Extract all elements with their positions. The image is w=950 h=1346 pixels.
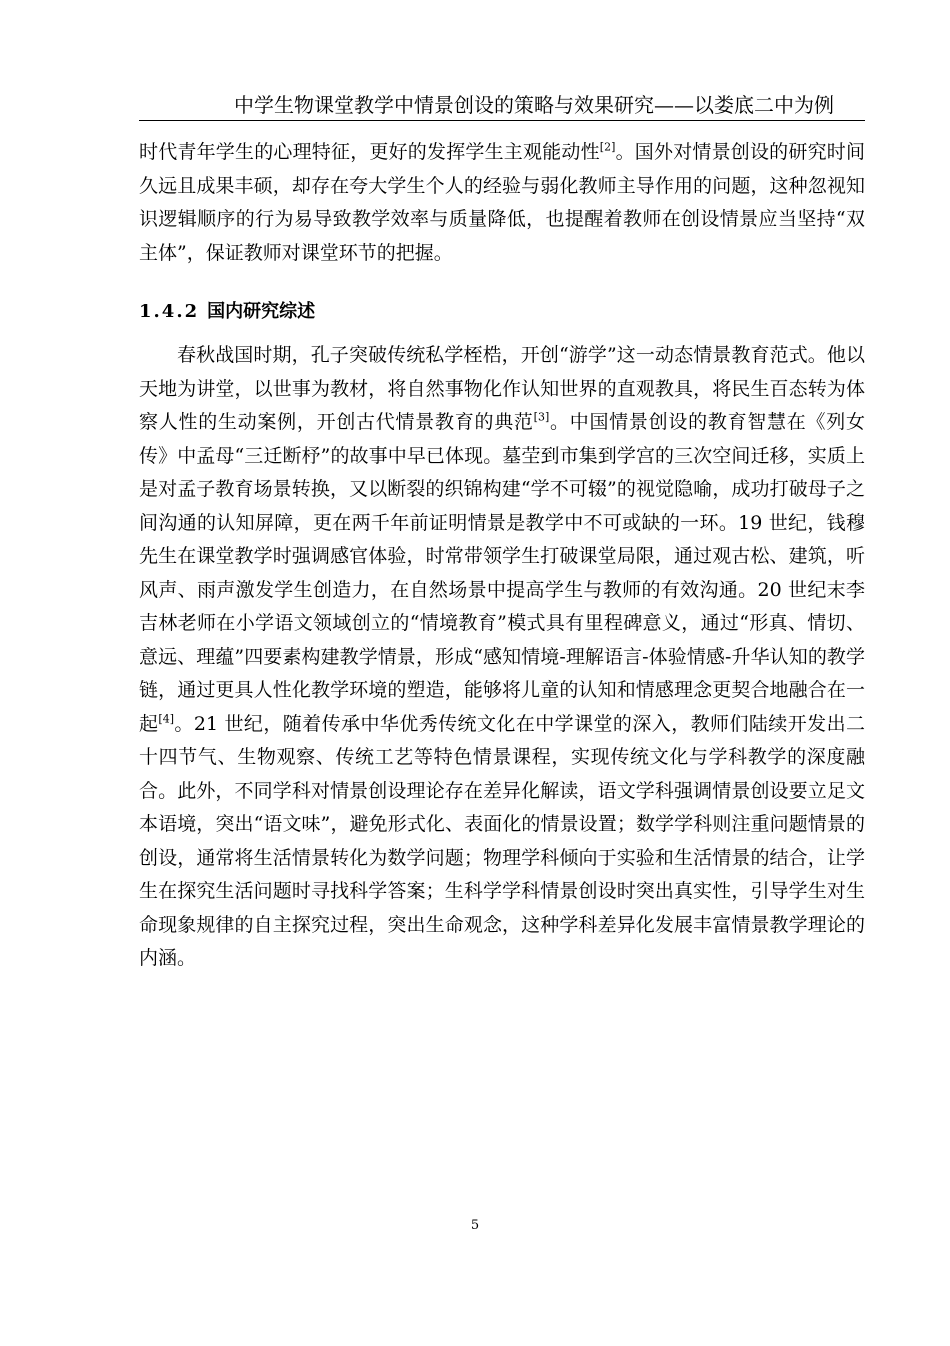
paragraph-text: 春秋战国时期，孔子突破传统私学桎梏，开创“游学”这一动态情景教育范式。他以天地为讲堂，以世事为教材，将自然事物化作认知世界的直观教具，将民生百态转为体察人性的生动案例，开创古代情景教育的典范: [139, 344, 865, 433]
citation-ref: [3]: [533, 410, 550, 424]
paragraph-text: 时代青年学生的心理特征，更好的发挥学生主观能动性: [139, 141, 600, 163]
citation-ref: [4]: [158, 712, 175, 726]
section-number: 1.4.2: [139, 301, 200, 322]
running-header: 中学生物课堂教学中情景创设的策略与效果研究——以娄底二中为例: [234, 93, 834, 117]
paragraph-text: 。中国情景创设的教育智慧在《列女传》中孟母“三迁断杼”的故事中早已体现。墓茔到市集到学宫的三次空间迁移，实质上是对孟子教育场景转换，又以断裂的织锦构建“学不可辍”的视觉隐喻，成功打破母子之间沟通的认知屏障，更在两千年前证明情景是教学中不可或缺的一环。19 世纪，钱穆先生在课堂教学时强调感官体验，时常带领学生打破课堂局限，通过观古松、建筑，听风声、雨声激发学生创造力，在自然场景中提高学生与教师的有效沟通。20 世纪末李吉林老师在小学语文领域创立的“情境教育”模式具有里程碑意义，通过“形真、情切、意远、理蕴”四要素构建教学情景，形成“感知情境-理解语言-体验情感-升华认知的教学链，通过更具人性化教学环境的塑造，能够将儿童的认知和情感理念更契合地融合在一起: [139, 411, 865, 735]
paragraph-domestic-review: [139, 339, 865, 976]
paragraph-text: 。21 世纪，随着传承中华优秀传统文化在中学课堂的深入，教师们陆续开发出二十四节气、生物观察、传统工艺等特色情景课程，实现传统文化与学科教学的深度融合。此外，不同学科对情景创设理论存在差异化解读，语文学科强调情景创设要立足文本语境，突出“语文味”，避免形式化、表面化的情景设置；数学学科则注重问题情景的创设，通常将生活情景转化为数学问题；物理学科倾向于实验和生活情景的结合，让学生在探究生活问题时寻找科学答案；生科学学科情景创设时突出真实性，引导学生对生命现象规律的自主探究过程，突出生命观念，这种学科差异化发展丰富情景教学理论的内涵。: [139, 712, 865, 969]
paragraph-text: 。国外对情景创设的研究时间久远且成果丰硕，却存在夸大学生个人的经验与弱化教师主导作用的问题，这种忽视知识逻辑顺序的行为易导致教学效率与质量降低，也提醒着教师在创设情景应当坚持“双主体”，保证教师对课堂环节的把握。: [139, 141, 865, 264]
section-title: 国内研究综述: [207, 301, 316, 322]
paragraph-continued: [139, 136, 865, 270]
page-number: 5: [470, 1218, 480, 1233]
citation-ref: [2]: [599, 140, 616, 154]
section-heading: [139, 300, 315, 324]
header-rule: [139, 120, 865, 121]
